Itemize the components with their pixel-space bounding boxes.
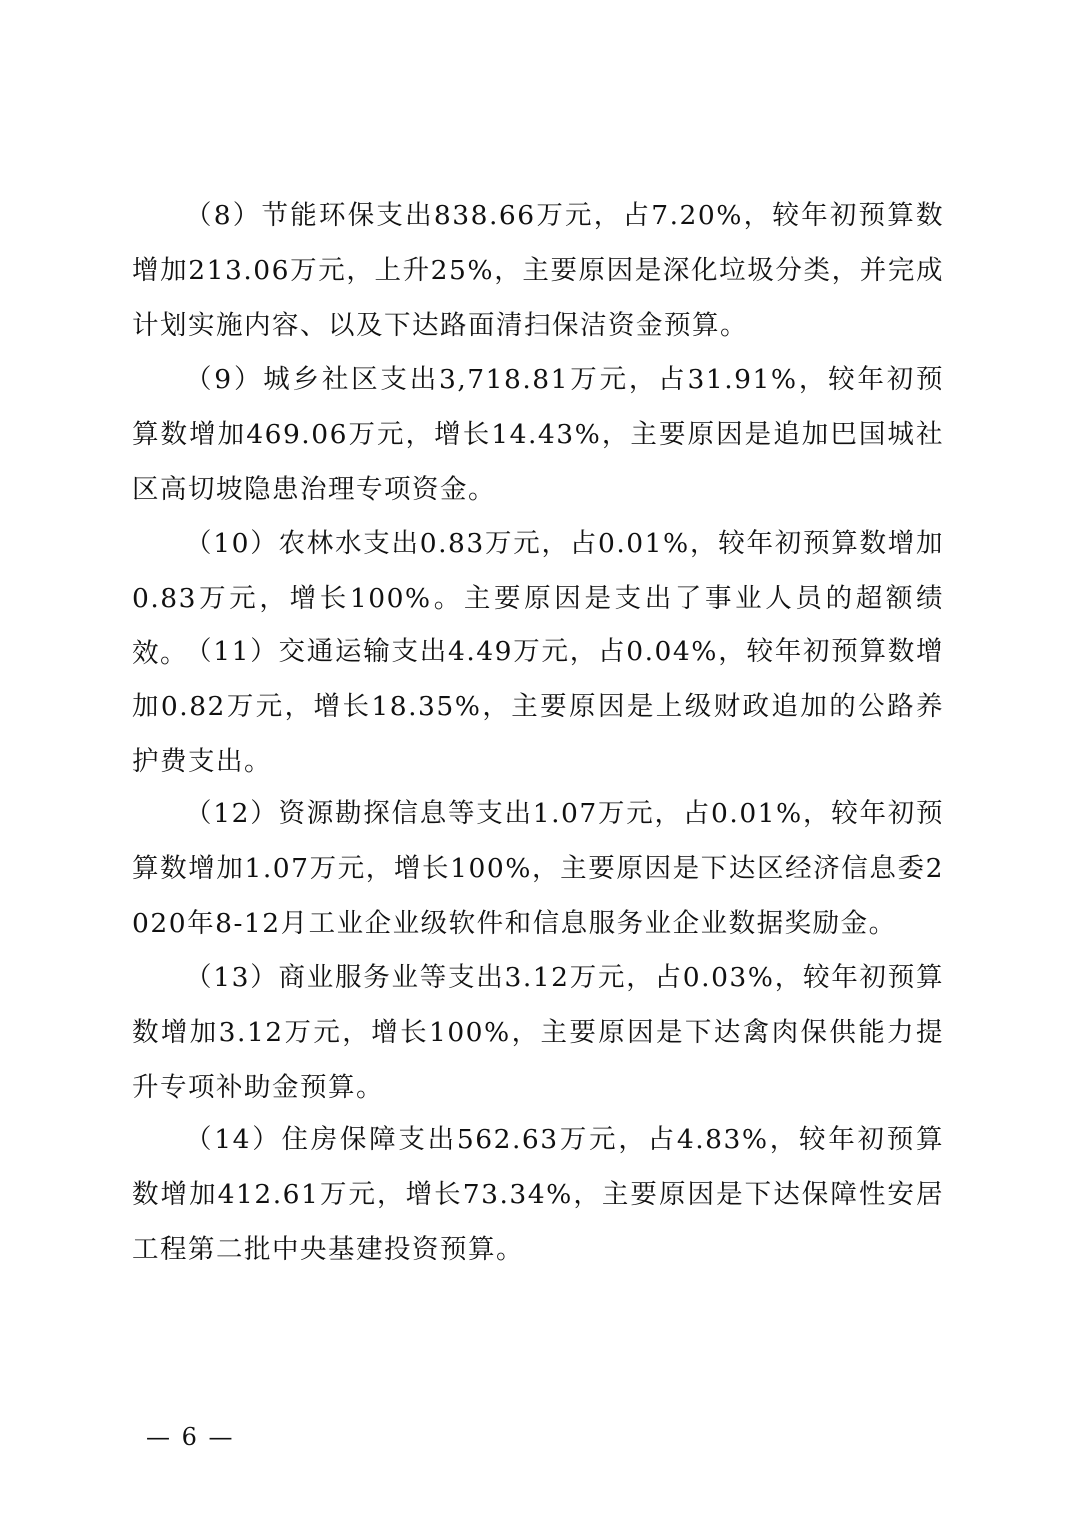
page-number: — 6 — bbox=[146, 1423, 235, 1451]
paragraph-item-8: （8）节能环保支出838.66万元，占7.20%，较年初预算数增加213.06万元，上升25%，主要原因是深化垃圾分类，并完成计划实施内容、以及下达路面清扫保洁资金预算。 bbox=[132, 200, 944, 341]
paragraph-item-13: （13）商业服务业等支出3.12万元，占0.03%，较年初预算数增加3.12万元，增长100%，主要原因是下达禽肉保供能力提升专项补助金预算。 bbox=[132, 962, 944, 1103]
paragraph-item-12: （12）资源勘探信息等支出1.07万元，占0.01%，较年初预算数增加1.07万元，增长100%，主要原因是下达区经济信息委2020年8-12月工业企业级软件和信息服务业企业数据奖励金。 bbox=[132, 798, 944, 939]
paragraph-item-11: （11）交通运输支出4.49万元，占0.04%，较年初预算数增加0.82万元，增长18.35%，主要原因是上级财政追加的公路养护费支出。 bbox=[132, 636, 944, 777]
paragraph-item-9: （9）城乡社区支出3,718.81万元，占31.91%，较年初预算数增加469.06万元，增长14.43%，主要原因是追加巴国城社区高切坡隐患治理专项资金。 bbox=[132, 364, 944, 505]
paragraph-item-14: （14）住房保障支出562.63万元，占4.83%，较年初预算数增加412.61万元，增长73.34%，主要原因是下达保障性安居工程第二批中央基建投资预算。 bbox=[132, 1124, 944, 1265]
paragraph-item-10: （10）农林水支出0.83万元，占0.01%，较年初预算数增加0.83万元，增长100%。主要原因是支出了事业人员的超额绩效。 bbox=[132, 528, 944, 669]
